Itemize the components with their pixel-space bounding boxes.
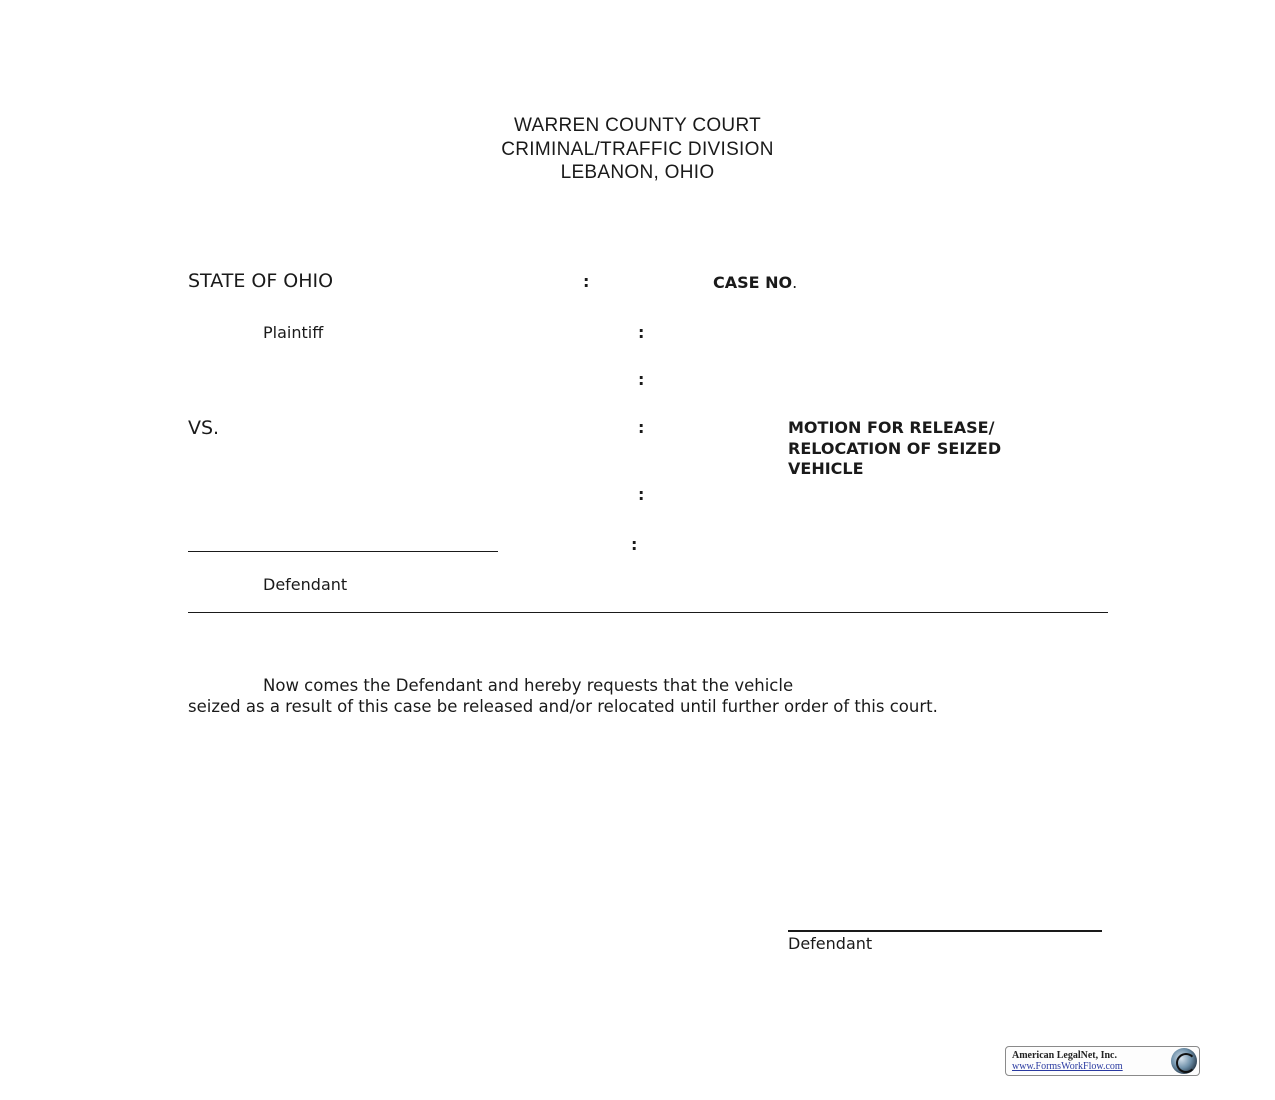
signature-label: Defendant xyxy=(788,934,873,953)
case-number-label xyxy=(713,273,797,292)
caption-colon: : xyxy=(638,323,645,342)
court-location: LEBANON, OHIO xyxy=(560,162,715,183)
court-division: CRIMINAL/TRAFFIC DIVISION xyxy=(501,139,774,160)
globe-logo-icon xyxy=(1171,1048,1197,1074)
motion-title-line: VEHICLE xyxy=(788,459,864,478)
caption-divider xyxy=(188,612,1108,613)
case-number-period: . xyxy=(792,273,798,292)
caption-colon: : xyxy=(583,272,590,291)
defendant-label: Defendant xyxy=(263,575,348,594)
plaintiff-label: Plaintiff xyxy=(263,323,324,342)
american-legalnet-badge[interactable] xyxy=(1005,1046,1200,1076)
motion-title xyxy=(788,418,1068,480)
badge-company: American LegalNet, Inc. xyxy=(1012,1050,1117,1061)
case-number-prefix: CASE NO xyxy=(713,273,793,292)
motion-title-line: MOTION FOR RELEASE/ xyxy=(788,418,995,437)
court-name: WARREN COUNTY COURT xyxy=(513,115,762,136)
body-line: seized as a result of this case be released and/or relocated until further order of this court. xyxy=(188,697,938,716)
caption-colon: : xyxy=(638,485,645,504)
signature-line[interactable] xyxy=(788,930,1102,932)
caption-colon: : xyxy=(631,535,638,554)
caption-colon: : xyxy=(638,418,645,437)
motion-title-line: RELOCATION OF SEIZED xyxy=(788,438,1002,458)
plaintiff-name: STATE OF OHIO xyxy=(188,270,334,292)
defendant-name-blank[interactable] xyxy=(188,551,498,552)
badge-url-link[interactable]: www.FormsWorkFlow.com xyxy=(1012,1061,1123,1072)
versus-label: VS. xyxy=(188,417,220,439)
body-line: Now comes the Defendant and hereby requests that the vehicle xyxy=(263,676,794,695)
caption-colon: : xyxy=(638,370,645,389)
